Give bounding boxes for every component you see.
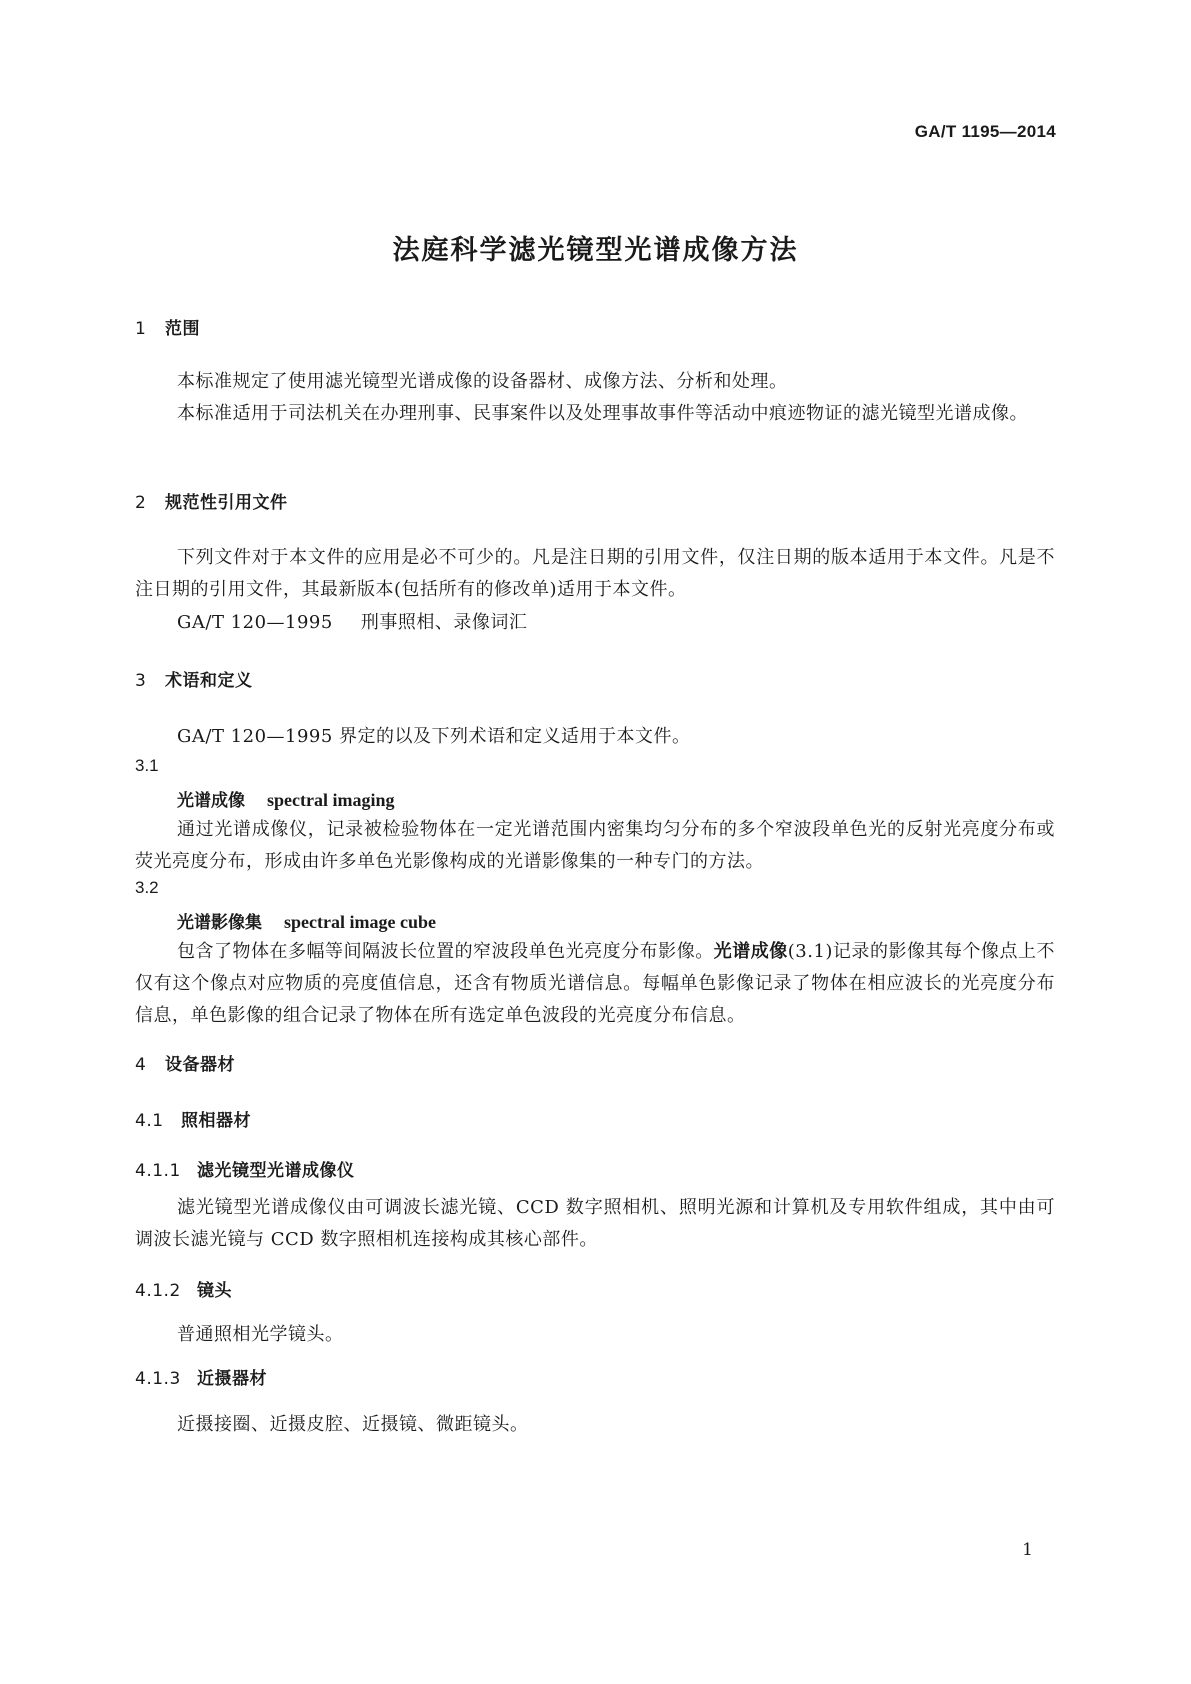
section-2-paragraph-1: 下列文件对于本文件的应用是必不可少的。凡是注日期的引用文件，仅注日期的版本适用于本文件。凡是不注日期的引用文件，其最新版本(包括所有的修改单)适用于本文件。	[135, 547, 1055, 600]
term-3-2-number: 3.2	[135, 878, 159, 897]
term-3-1-definition: 通过光谱成像仪，记录被检验物体在一定光谱范围内密集均匀分布的多个窄波段单色光的反射光亮度分布或荧光亮度分布，形成由许多单色光影像构成的光谱影像集的一种专门的方法。	[135, 819, 1055, 872]
section-title: 滤光镜型光谱成像仪	[197, 1161, 355, 1181]
section-1-paragraph-2: 本标准适用于司法机关在办理刑事、民事案件以及处理事故事件等活动中痕迹物证的滤光镜型光谱成像。	[177, 403, 1028, 424]
section-title: 规范性引用文件	[165, 493, 288, 513]
section-number: 1	[135, 319, 147, 339]
term-chinese: 光谱成像	[177, 791, 245, 811]
section-3-paragraph-1: GA/T 120—1995 界定的以及下列术语和定义适用于本文件。	[177, 726, 691, 747]
section-4-1-heading	[135, 1106, 251, 1131]
section-4-1-1-paragraph: 滤光镜型光谱成像仪由可调波长滤光镜、CCD 数字照相机、照明光源和计算机及专用软件组成，其中由可调波长滤光镜与 CCD 数字照相机连接构成其核心部件。	[135, 1197, 1055, 1250]
definition-part-1: 包含了物体在多幅等间隔波长位置的窄波段单色光亮度分布影像。	[177, 941, 714, 962]
term-english: spectral imaging	[267, 790, 395, 810]
section-number: 4.1	[135, 1111, 164, 1131]
section-number: 4.1.3	[135, 1369, 181, 1389]
section-4-1-3-paragraph: 近摄接圈、近摄皮腔、近摄镜、微距镜头。	[177, 1414, 529, 1435]
section-title: 设备器材	[165, 1055, 235, 1075]
section-number: 4.1.1	[135, 1161, 181, 1181]
section-4-1-1-heading	[135, 1156, 355, 1181]
document-title: 法庭科学滤光镜型光谱成像方法	[392, 235, 799, 266]
section-title: 照相器材	[181, 1111, 251, 1131]
term-3-2-definition	[135, 936, 1055, 1032]
section-title: 术语和定义	[165, 671, 253, 691]
term-3-1	[177, 786, 395, 811]
reference-code: GA/T 120—1995	[177, 612, 333, 633]
section-4-1-2-heading	[135, 1276, 232, 1301]
term-3-2	[177, 908, 436, 933]
section-title: 范围	[165, 319, 200, 339]
term-3-1-number: 3.1	[135, 756, 159, 775]
term-english: spectral image cube	[284, 912, 436, 932]
section-title: 镜头	[197, 1281, 232, 1301]
section-1-paragraph-1: 本标准规定了使用滤光镜型光谱成像的设备器材、成像方法、分析和处理。	[177, 371, 788, 392]
cross-reference-term: 光谱成像	[713, 941, 788, 962]
section-1-heading	[135, 314, 200, 339]
section-4-heading	[135, 1050, 235, 1075]
section-3-heading	[135, 666, 253, 691]
section-number: 4	[135, 1055, 147, 1075]
section-title: 近摄器材	[197, 1369, 267, 1389]
section-number: 3	[135, 671, 147, 691]
standard-code: GA/T 1195—2014	[914, 122, 1056, 141]
section-number: 4.1.2	[135, 1281, 181, 1301]
section-number: 2	[135, 493, 147, 513]
term-chinese: 光谱影像集	[177, 913, 262, 933]
section-4-1-2-paragraph: 普通照相光学镜头。	[177, 1324, 344, 1345]
section-2-heading	[135, 488, 288, 513]
normative-reference	[177, 608, 527, 634]
definition-part-2: (3.1)记录的影像其每个像点上不仅有这个像点对应物质的亮度值信息，还含有物质光谱信息。每幅单色影像记录了物体在相应波长的光亮度分布信息，单色影像的组合记录了物体在所有选定单色波段的光亮度分布信息。	[135, 941, 1056, 1026]
page-number: 1	[1022, 1540, 1033, 1560]
section-4-1-3-heading	[135, 1364, 267, 1389]
reference-title: 刑事照相、录像词汇	[360, 612, 528, 633]
